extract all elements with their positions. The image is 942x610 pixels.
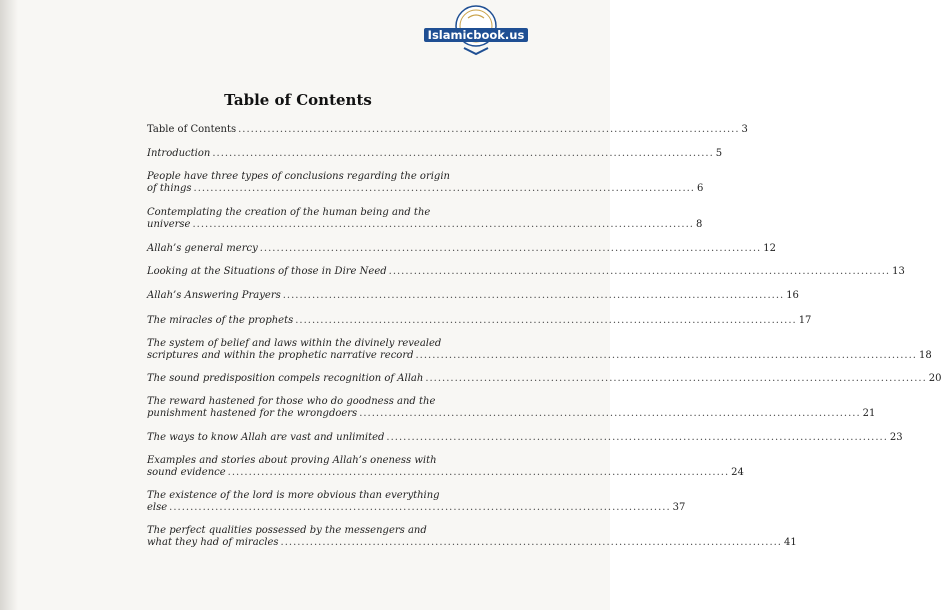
toc-entry-page: 12 — [763, 243, 776, 254]
toc-entry[interactable] — [147, 290, 799, 302]
toc-entry-page: 3 — [741, 124, 748, 135]
toc-entry[interactable] — [147, 148, 723, 160]
toc-entry-title: universe — [147, 219, 191, 230]
toc-leader-dots: ........................................................................................................................ — [193, 183, 695, 194]
toc-entry[interactable] — [147, 243, 776, 255]
toc-leader-dots: ........................................................................................................................ — [280, 537, 782, 548]
toc-leader-dots: ........................................................................................................................ — [259, 243, 762, 254]
toc-leader-dots: ........................................................................................................................ — [169, 502, 671, 513]
toc-entry-title: of things — [147, 183, 192, 194]
toc-entry-title: Looking at the Situations of those in Dire Need — [147, 266, 387, 277]
toc-entry[interactable] — [147, 171, 704, 195]
toc-entry-title: The ways to know Allah are vast and unlimited — [147, 432, 385, 443]
toc-entry-title: The sound predisposition compels recognition of Allah — [147, 373, 424, 384]
toc-entry[interactable] — [147, 396, 876, 420]
toc-entry-page: 37 — [672, 502, 686, 513]
toc-entry-title: punishment hastened for the wrongdoers — [147, 408, 358, 419]
page-title: Table of Contents — [224, 91, 372, 109]
toc-leader-dots: ........................................................................................................................ — [227, 467, 730, 478]
toc-entry-title-line1: Contemplating the creation of the human being and the — [147, 207, 431, 218]
toc-entry[interactable] — [147, 490, 686, 514]
toc-leader-dots: ........................................................................................................................ — [192, 219, 694, 230]
toc-leader-dots: ........................................................................................................................ — [415, 350, 917, 361]
toc-entry-page: 5 — [715, 148, 723, 159]
toc-entry[interactable] — [147, 266, 905, 278]
toc-entry-title-line1: People have three types of conclusions regarding the origin — [147, 171, 450, 182]
toc-entry-title-line1: The system of belief and laws within the divinely revealed — [147, 338, 442, 349]
toc-entry-title: Table of Contents — [147, 124, 237, 135]
toc-leader-dots: ........................................................................................................................ — [388, 266, 891, 277]
toc-leader-dots: ........................................................................................................................ — [386, 432, 888, 443]
toc-entry-title: else — [147, 502, 168, 513]
toc-leader-dots: ........................................................................................................................ — [212, 148, 714, 159]
toc-leader-dots: ........................................................................................................................ — [282, 290, 785, 301]
toc-entry-page: 21 — [862, 408, 876, 419]
toc-entry-page: 41 — [783, 537, 797, 548]
toc-entry[interactable] — [147, 455, 744, 479]
toc-entry-page: 20 — [928, 373, 942, 384]
toc-entry-page: 17 — [798, 315, 812, 326]
toc-entry-page: 16 — [786, 290, 799, 301]
toc-entry[interactable] — [147, 373, 942, 385]
toc-entry-page: 24 — [731, 467, 744, 478]
toc-entry-page: 6 — [696, 183, 704, 194]
toc-entry[interactable] — [147, 338, 932, 362]
toc-entry-title-line1: The existence of the lord is more obvious than everything — [147, 490, 440, 501]
toc-entry-title-line1: Examples and stories about proving Allah’s oneness with — [147, 455, 437, 466]
toc-leader-dots: ........................................................................................................................ — [425, 373, 927, 384]
toc-leader-dots: ........................................................................................................................ — [295, 315, 797, 326]
toc-entry-title-line1: The perfect qualities possessed by the messengers and — [147, 525, 427, 536]
toc-leader-dots: ........................................................................................................................ — [238, 124, 740, 135]
logo-text: Islamicbook.us — [424, 28, 528, 42]
watermark-logo — [424, 4, 528, 62]
toc-entry[interactable] — [147, 432, 903, 444]
toc-entry-page: 13 — [892, 266, 905, 277]
toc-entry-page: 8 — [695, 219, 703, 230]
toc-entry-title: scriptures and within the prophetic narrative record — [147, 350, 414, 361]
toc-entry-title: Allah’s general mercy — [147, 243, 258, 254]
toc-entry[interactable] — [147, 124, 748, 136]
toc-entry[interactable] — [147, 525, 797, 549]
toc-entry-title: Introduction — [147, 148, 211, 159]
toc-entry-title-line1: The reward hastened for those who do goodness and the — [147, 396, 436, 407]
toc-entry[interactable] — [147, 207, 703, 231]
toc-entry-page: 18 — [918, 350, 932, 361]
toc-entry-page: 23 — [889, 432, 903, 443]
toc-entry-title: The miracles of the prophets — [147, 315, 294, 326]
toc-entry-title: what they had of miracles — [147, 537, 279, 548]
toc-entry-title: sound evidence — [147, 467, 226, 478]
toc-entry[interactable] — [147, 315, 812, 327]
toc-leader-dots: ........................................................................................................................ — [359, 408, 861, 419]
toc-entry-title: Allah’s Answering Prayers — [147, 290, 281, 301]
